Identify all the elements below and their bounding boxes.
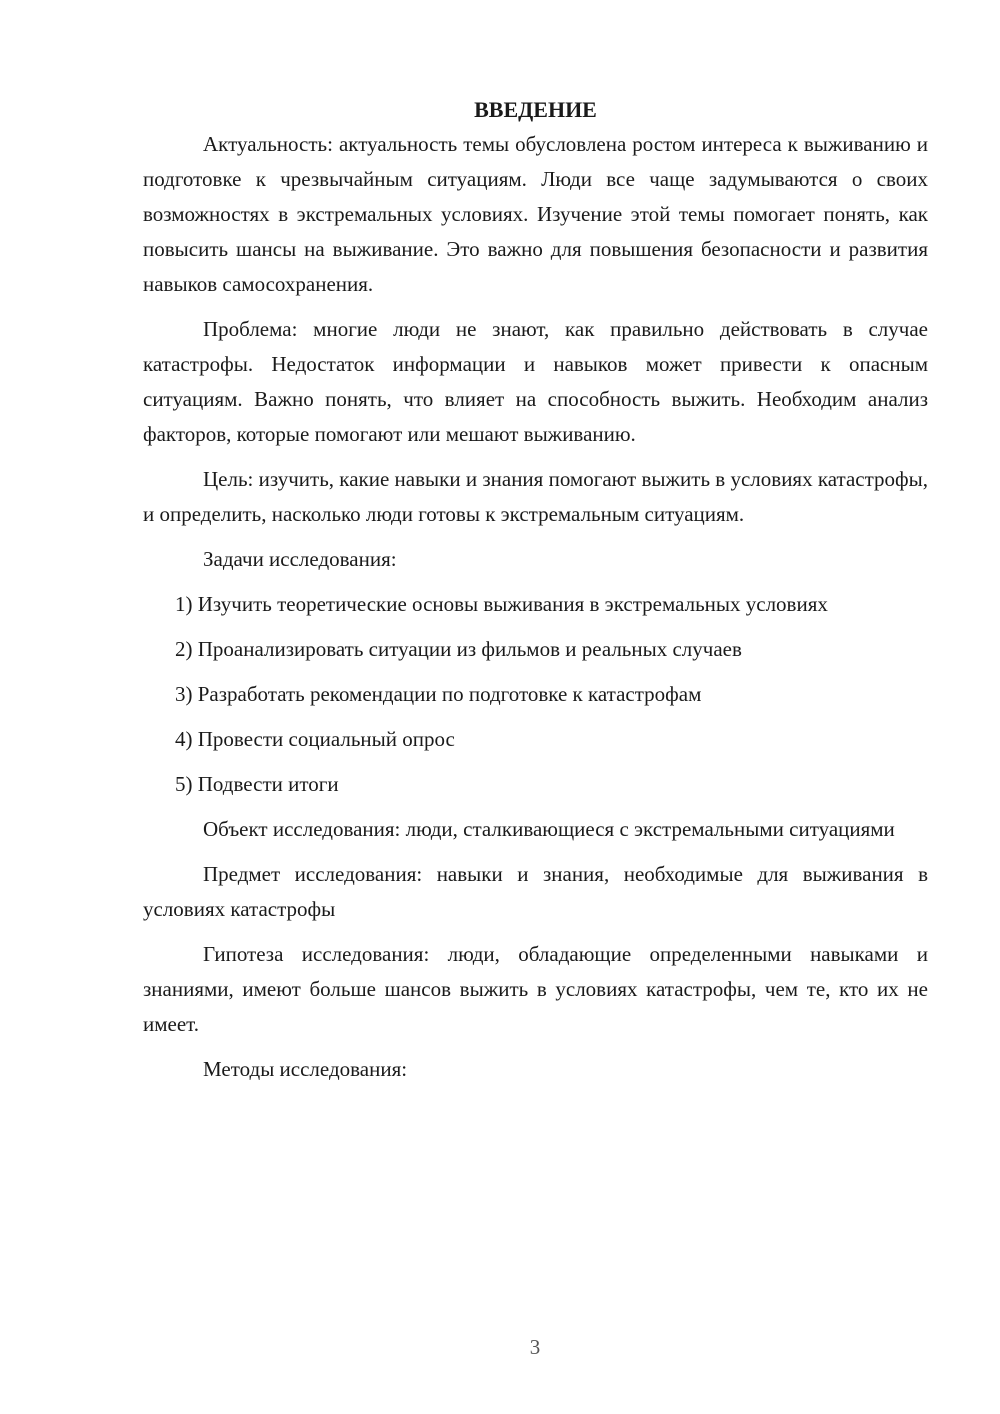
paragraph-object: Объект исследования: люди, сталкивающиеся с экстремальными ситуациями <box>203 817 895 841</box>
methods-heading: Методы исследования: <box>203 1057 408 1081</box>
task-item-3: 3) Разработать рекомендации по подготовке к катастрофам <box>175 682 702 706</box>
paragraph-goal: Цель: изучить, какие навыки и знания помогают выжить в условиях катастрофы, и определить, насколько люди готовы к экстремальным ситуациям. <box>143 467 928 526</box>
task-item-2: 2) Проанализировать ситуации из фильмов и реальных случаев <box>175 637 742 661</box>
task-item-5: 5) Подвести итоги <box>175 772 339 796</box>
section-title: ВВЕДЕНИЕ <box>474 97 597 122</box>
paragraph-hypothesis: Гипотеза исследования: люди, обладающие определенными навыками и знаниями, имеют больше шансов выжить в условиях катастрофы, чем те, кто их не имеет. <box>143 942 928 1036</box>
task-item-1: 1) Изучить теоретические основы выживания в экстремальных условиях <box>175 592 828 616</box>
page-number: 3 <box>529 1335 541 1359</box>
paragraph-relevance: Актуальность: актуальность темы обусловлена ростом интереса к выживанию и подготовке к чрезвычайным ситуациям. Люди все чаще задумываются о своих возможностях в экстремальных условиях. Изучение этой темы помогает понять, как повысить шансы на выживание. Это важно для повышения безопасности и развития навыков самосохранения. <box>143 132 928 296</box>
document-page <box>143 92 928 1097</box>
tasks-heading: Задачи исследования: <box>203 547 397 571</box>
paragraph-problem: Проблема: многие люди не знают, как правильно действовать в случае катастрофы. Недостаток информации и навыков может привести к опасным ситуациям. Важно понять, что влияет на способность выжить. Необходим анализ факторов, которые помогают или мешают выживанию. <box>143 317 928 446</box>
task-item-4: 4) Провести социальный опрос <box>175 727 455 751</box>
paragraph-subject: Предмет исследования: навыки и знания, необходимые для выживания в условиях катастрофы <box>143 862 928 921</box>
